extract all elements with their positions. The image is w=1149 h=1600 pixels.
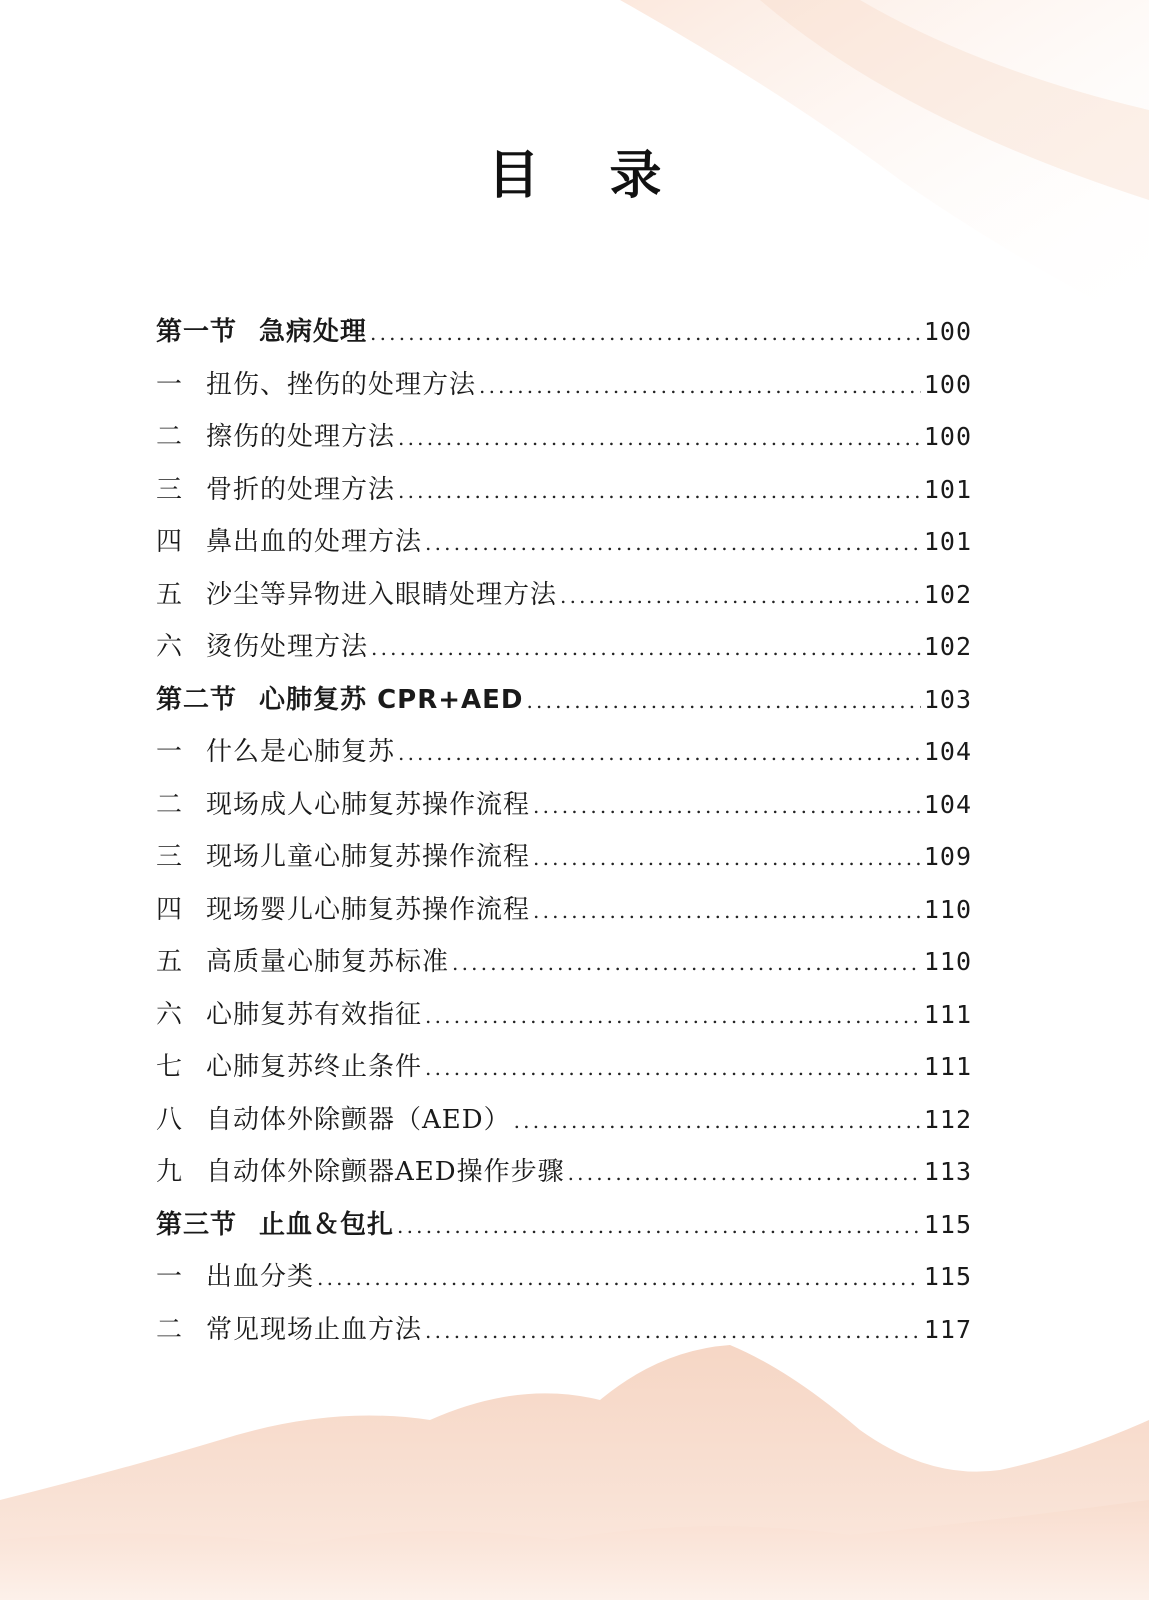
table-of-contents <box>156 306 972 1356</box>
toc-entry-label <box>156 1041 422 1094</box>
toc-page-number: 101 <box>923 474 972 504</box>
toc-page-number: 115 <box>923 1262 972 1291</box>
toc-entry-title: 常见现场止血方法 <box>206 1314 423 1345</box>
toc-item[interactable] <box>156 1251 972 1304</box>
dot-leader <box>398 727 921 780</box>
dot-leader <box>371 622 921 675</box>
toc-entry-number: 八 <box>156 1104 184 1135</box>
toc-entry-number: 一 <box>156 369 184 400</box>
toc-page-number: 100 <box>923 422 972 451</box>
page-title: 目 录 <box>487 146 688 206</box>
dot-leader <box>425 1305 921 1358</box>
toc-item[interactable] <box>156 726 972 779</box>
dot-leader <box>526 675 920 728</box>
dot-leader <box>317 1252 921 1305</box>
toc-page-number: 109 <box>923 842 972 871</box>
toc-item[interactable] <box>156 884 972 937</box>
toc-page-number: 111 <box>923 1052 972 1081</box>
toc-entry-title: 沙尘等异物进入眼睛处理方法 <box>206 579 558 610</box>
toc-entry-number: 四 <box>156 527 184 557</box>
toc-page-number: 102 <box>923 579 972 609</box>
toc-entry-title: 心肺复苏有效指征 <box>206 999 423 1030</box>
toc-entry-title: 现场成人心肺复苏操作流程 <box>206 789 531 820</box>
toc-entry-number: 九 <box>156 1157 184 1187</box>
toc-item[interactable] <box>156 831 972 884</box>
toc-entry-title: 高质量心肺复苏标准 <box>206 947 450 977</box>
toc-item[interactable] <box>156 516 972 569</box>
toc-entry-label <box>156 884 530 937</box>
toc-entry-number: 第一节 <box>156 317 238 347</box>
toc-page-number: 104 <box>923 789 972 819</box>
toc-entry-label <box>156 674 523 727</box>
toc-entry-label <box>156 1251 314 1304</box>
dot-leader <box>425 517 921 570</box>
toc-section[interactable] <box>156 306 972 359</box>
dot-leader <box>514 1095 921 1148</box>
dot-leader <box>533 885 921 938</box>
toc-page-number: 113 <box>923 1157 972 1186</box>
toc-entry-title: 鼻出血的处理方法 <box>206 527 423 557</box>
toc-entry-number: 二 <box>156 422 184 452</box>
toc-item[interactable] <box>156 1146 972 1199</box>
toc-entry-label <box>156 989 422 1042</box>
toc-entry-title: 心肺复苏 CPR+AED <box>259 684 524 715</box>
toc-entry-label <box>156 464 395 517</box>
dot-leader <box>568 1147 921 1200</box>
toc-entry-number: 五 <box>156 947 184 977</box>
toc-entry-label <box>156 726 395 779</box>
toc-entry-title: 急病处理 <box>259 317 368 347</box>
toc-entry-title: 自动体外除颤器（AED） <box>206 1104 511 1135</box>
toc-entry-title: 现场婴儿心肺复苏操作流程 <box>206 894 531 925</box>
toc-entry-title: 骨折的处理方法 <box>206 474 396 505</box>
toc-entry-label <box>156 411 395 464</box>
dot-leader <box>533 780 921 833</box>
toc-entry-title: 扭伤、挫伤的处理方法 <box>206 369 477 400</box>
toc-entry-number: 第二节 <box>156 684 238 715</box>
toc-entry-title: 自动体外除颤器AED操作步骤 <box>206 1157 565 1187</box>
toc-item[interactable] <box>156 464 972 517</box>
dot-leader <box>560 570 921 623</box>
toc-page-number: 101 <box>923 527 972 556</box>
toc-item[interactable] <box>156 779 972 832</box>
dot-leader <box>398 412 921 465</box>
toc-entry-title: 烫伤处理方法 <box>206 632 369 662</box>
toc-entry-title: 现场儿童心肺复苏操作流程 <box>206 842 531 872</box>
toc-page-number: 102 <box>923 632 972 661</box>
toc-item[interactable] <box>156 1304 972 1357</box>
toc-entry-number: 一 <box>156 737 184 767</box>
toc-entry-title: 擦伤的处理方法 <box>206 422 396 452</box>
dot-leader <box>398 465 921 518</box>
toc-page-number: 115 <box>923 1209 972 1239</box>
toc-entry-title: 止血＆包扎 <box>259 1209 395 1240</box>
toc-page-number: 112 <box>923 1104 972 1134</box>
toc-item[interactable] <box>156 989 972 1042</box>
toc-entry-label <box>156 1304 422 1357</box>
toc-item[interactable] <box>156 359 972 412</box>
toc-entry-label <box>156 621 368 674</box>
toc-page-number: 100 <box>923 317 972 346</box>
toc-entry-label <box>156 831 530 884</box>
dot-leader <box>370 307 921 360</box>
toc-entry-title: 什么是心肺复苏 <box>206 737 396 767</box>
toc-page-number: 103 <box>923 684 972 714</box>
toc-section[interactable] <box>156 1199 972 1252</box>
toc-item[interactable] <box>156 936 972 989</box>
toc-entry-label <box>156 1146 565 1199</box>
toc-entry-label <box>156 569 557 622</box>
toc-entry-number: 六 <box>156 999 184 1030</box>
toc-entry-label <box>156 936 449 989</box>
toc-entry-label <box>156 516 422 569</box>
toc-entry-number: 一 <box>156 1262 184 1292</box>
dot-leader <box>452 937 921 990</box>
toc-page-number: 117 <box>923 1314 972 1344</box>
toc-entry-title: 出血分类 <box>206 1262 315 1292</box>
dot-leader <box>533 832 921 885</box>
toc-item[interactable] <box>156 1041 972 1094</box>
toc-entry-number: 第三节 <box>156 1209 238 1240</box>
toc-entry-number: 四 <box>156 894 184 925</box>
toc-entry-label <box>156 1094 511 1147</box>
dot-leader <box>479 360 921 413</box>
toc-item[interactable] <box>156 621 972 674</box>
toc-page-number: 100 <box>923 369 972 399</box>
toc-entry-number: 三 <box>156 474 184 505</box>
toc-entry-number: 五 <box>156 579 184 610</box>
toc-item[interactable] <box>156 411 972 464</box>
toc-page-number: 110 <box>923 947 972 976</box>
toc-entry-label <box>156 359 476 412</box>
toc-entry-number: 七 <box>156 1052 184 1082</box>
toc-page-number: 104 <box>923 737 972 766</box>
toc-item[interactable] <box>156 569 972 622</box>
toc-entry-number: 三 <box>156 842 184 872</box>
dot-leader <box>425 990 921 1043</box>
toc-entry-label <box>156 779 530 832</box>
toc-item[interactable] <box>156 1094 972 1147</box>
dot-leader <box>397 1200 921 1253</box>
toc-entry-title: 心肺复苏终止条件 <box>206 1052 423 1082</box>
toc-entry-label <box>156 306 367 359</box>
toc-entry-label <box>156 1199 394 1252</box>
toc-entry-number: 二 <box>156 789 184 820</box>
toc-page-number: 110 <box>923 894 972 924</box>
toc-entry-number: 六 <box>156 632 184 662</box>
toc-entry-number: 二 <box>156 1314 184 1345</box>
toc-page-number: 111 <box>923 999 972 1029</box>
toc-section[interactable] <box>156 674 972 727</box>
dot-leader <box>425 1042 921 1095</box>
